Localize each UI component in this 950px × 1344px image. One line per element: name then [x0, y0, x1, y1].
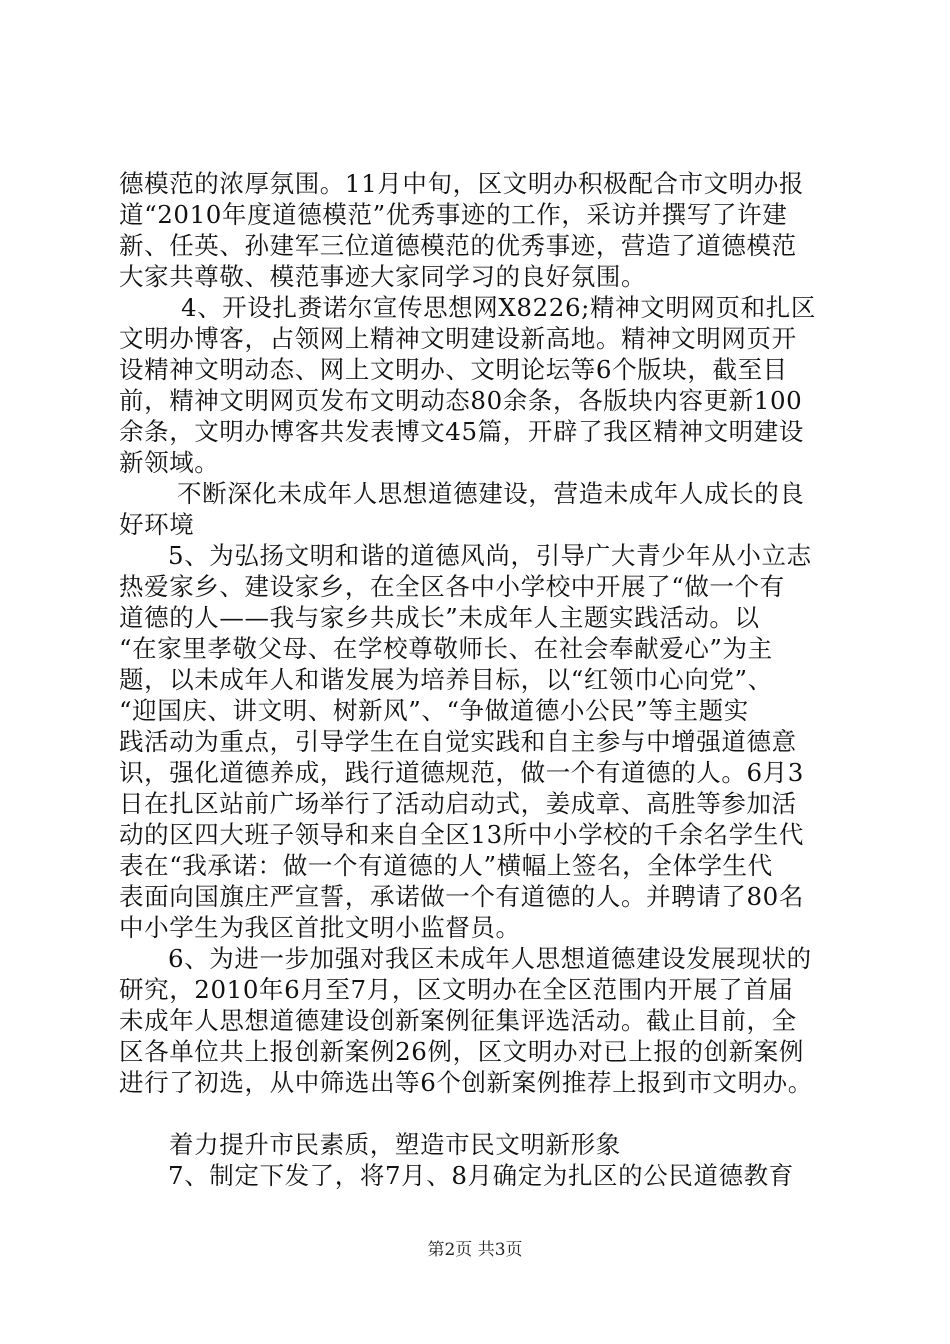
text-line: 未成年人思想道德建设创新案例征集评选活动。截止目前，全 — [119, 1006, 797, 1035]
text-line: 文明办博客，占领网上精神文明建设新高地。精神文明网页开 — [119, 324, 797, 353]
text-line: 表面向国旗庄严宣誓，承诺做一个有道德的人。并聘请了80名 — [119, 882, 804, 911]
text-line: 区各单位共上报创新案例26例，区文明办对已上报的创新案例 — [119, 1037, 804, 1066]
document-body — [119, 168, 839, 1191]
paragraph-gap — [119, 1098, 839, 1129]
text-line: “在家里孝敬父母、在学校尊敬师长、在社会奉献爱心”为主 — [119, 634, 773, 663]
text-line: 题，以未成年人和谐发展为培养目标，以“红领巾心向党”、 — [119, 665, 773, 694]
text-line: “迎国庆、讲文明、树新风”、“争做道德小公民”等主题实 — [119, 696, 749, 725]
text-line: 大家共尊敬、模范事迹大家同学习的良好氛围。 — [119, 262, 647, 291]
text-line: 前，精神文明网页发布文明动态80余条，各版块内容更新100 — [119, 386, 803, 415]
text-line: 践活动为重点，引导学生在自觉实践和自主参与中增强道德意 — [119, 727, 797, 756]
text-line: 热爱家乡、建设家乡，在全区各中小学校中开展了“做一个有 — [119, 572, 785, 601]
text-line: 好环境 — [119, 510, 195, 539]
text-line: 5、为弘扬文明和谐的道德风尚，引导广大青少年从小立志 — [168, 541, 812, 570]
text-line: 6、为进一步加强对我区未成年人思想道德建设发展现状的 — [168, 944, 812, 973]
text-line: 4、开设扎赉诺尔宣传思想网X8226;精神文明网页和扎区 — [181, 293, 816, 322]
text-line: 日在扎区站前广场举行了活动启动式，姜成章、高胜等参加活 — [119, 789, 797, 818]
text-line: 识，强化道德养成，践行道德规范，做一个有道德的人。6月3 — [119, 758, 804, 787]
text-line: 表在“我承诺：做一个有道德的人”横幅上签名，全体学生代 — [119, 851, 773, 880]
text-line: 中小学生为我区首批文明小监督员。 — [119, 913, 521, 942]
text-line: 进行了初选，从中筛选出等6个创新案例推荐上报到市文明办。 — [119, 1068, 813, 1097]
text-line: 新、任英、孙建军三位道德模范的优秀事迹，营造了道德模范 — [119, 231, 797, 260]
page-footer: 第2页 共3页 — [427, 1240, 523, 1260]
text-line: 研究，2010年6月至7月，区文明办在全区范围内开展了首届 — [119, 975, 794, 1004]
text-line: 设精神文明动态、网上文明办、文明论坛等6个版块，截至目 — [119, 355, 788, 384]
text-line: 新领域。 — [119, 448, 220, 477]
text-line: 不断深化未成年人思想道德建设，营造未成年人成长的良 — [177, 479, 805, 508]
text-line: 动的区四大班子领导和来自全区13所中小学校的千余名学生代 — [119, 820, 804, 849]
text-line: 7、制定下发了，将7月、8月确定为扎区的公民道德教育 — [168, 1161, 794, 1190]
text-line: 余条，文明办博客共发表博文45篇，开辟了我区精神文明建设 — [119, 417, 804, 446]
text-line: 着力提升市民素质，塑造市民文明新形象 — [169, 1130, 621, 1159]
text-line: 德模范的浓厚氛围。11月中旬，区文明办积极配合市文明办报 — [119, 169, 804, 198]
text-line: 道“2010年度道德模范”优秀事迹的工作，采访并撰写了许建 — [119, 200, 788, 229]
text-line: 道德的人——我与家乡共成长”未成年人主题实践活动。以 — [119, 603, 760, 632]
